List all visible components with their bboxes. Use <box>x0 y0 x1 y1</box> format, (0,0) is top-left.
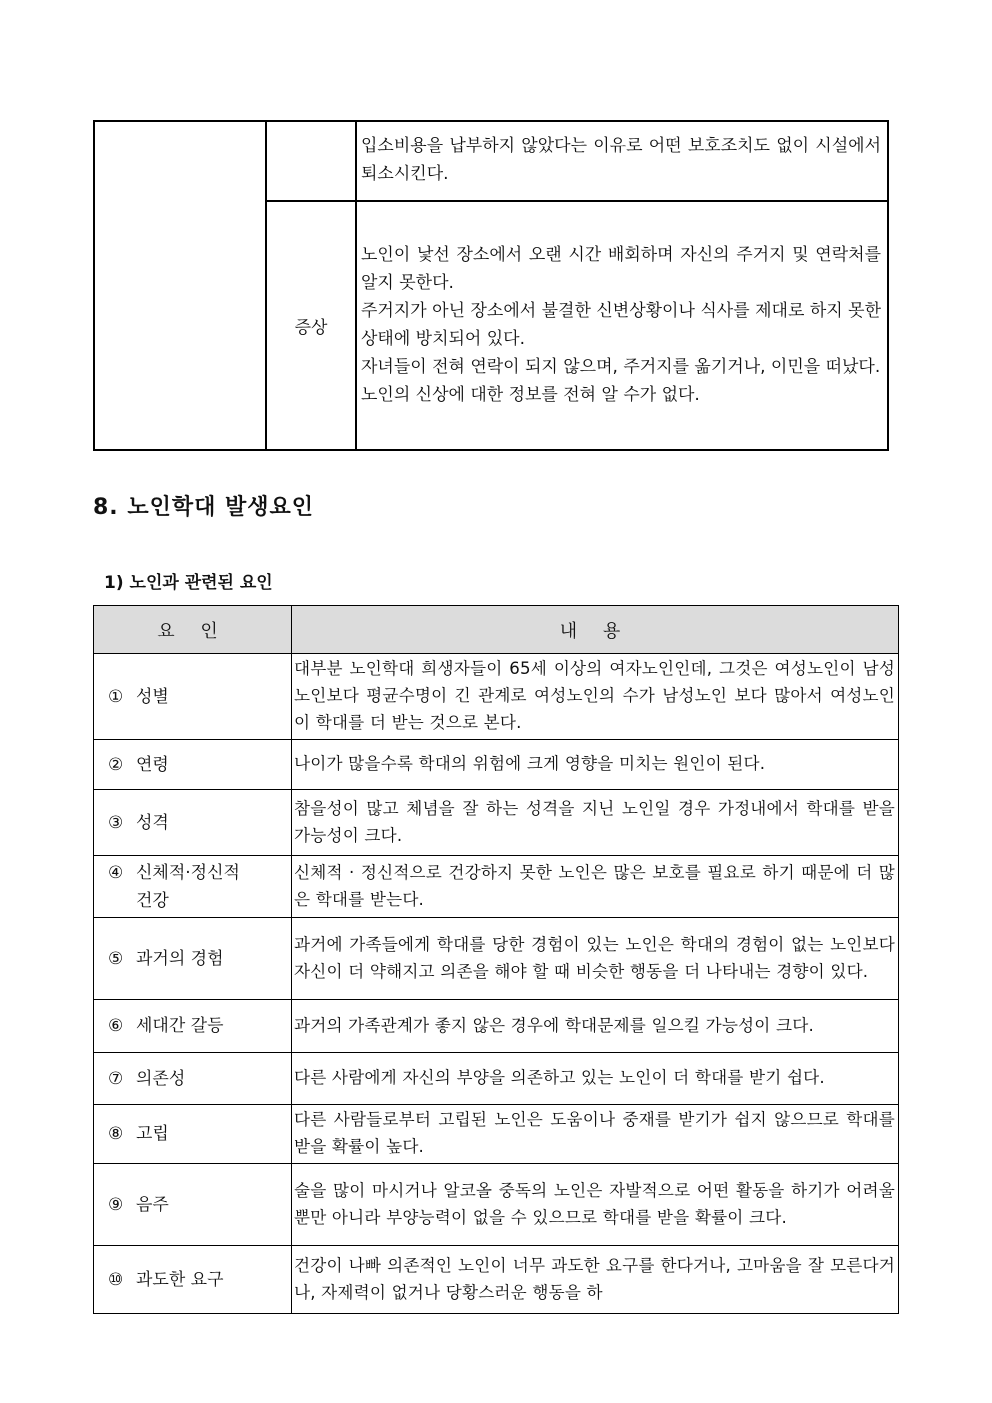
factor-name-cell <box>94 1164 292 1246</box>
table-row <box>94 121 888 201</box>
content-line: 자녀들이 전혀 연락이 되지 않으며, 주거지를 옮기거나, 이민을 떠났다. <box>361 356 881 377</box>
factor-description: 과거에 가족들에게 학대를 당한 경험이 있는 노인은 학대의 경험이 없는 노인보다 자신이 더 약해지고 의존을 해야 할 때 비슷한 행동을 더 나타내는 경향이 있다. <box>292 918 899 1000</box>
factor-description: 참을성이 많고 체념을 잘 하는 성격을 지닌 노인일 경우 가정내에서 학대를 받을 가능성이 크다. <box>292 790 899 856</box>
factor-name: 연령 <box>136 754 169 775</box>
factor-number: ⑦ <box>108 1068 124 1089</box>
header-factor: 요 인 <box>94 606 292 654</box>
factor-name: 세대간 갈등 <box>136 1016 224 1036</box>
factor-name: 성격 <box>136 812 169 833</box>
factor-number: ③ <box>108 812 124 833</box>
factor-description: 신체적 · 정신적으로 건강하지 못한 노인은 많은 보호를 필요로 하기 때문에 더 많은 학대를 받는다. <box>292 856 899 918</box>
factor-name-line2: 건강 <box>136 890 169 911</box>
table-row <box>94 1000 899 1053</box>
factor-number: ⑤ <box>108 948 124 969</box>
factor-name-cell <box>94 1246 292 1314</box>
content-cell <box>356 201 888 450</box>
factor-name: 성별 <box>136 686 169 707</box>
factor-name: 과도한 요구 <box>136 1269 224 1290</box>
factor-name-cell <box>94 1053 292 1105</box>
factor-name: 의존성 <box>136 1068 186 1089</box>
factor-name-cell <box>94 918 292 1000</box>
factor-number: ⑨ <box>108 1194 124 1215</box>
factor-description: 나이가 많을수록 학대의 위험에 크게 영향을 미치는 원인이 된다. <box>292 740 899 790</box>
table-row <box>94 856 899 918</box>
table-row <box>94 1164 899 1246</box>
factor-name-cell <box>94 790 292 856</box>
factor-description: 건강이 나빠 의존적인 노인이 너무 과도한 요구를 한다거나, 고마움을 잘 모른다거나, 자제력이 없거나 당황스러운 행동을 하 <box>292 1246 899 1314</box>
header-row <box>94 606 899 654</box>
factors-table <box>93 605 899 1314</box>
factor-name-cell <box>94 856 292 918</box>
factor-name-cell <box>94 1105 292 1164</box>
factor-number: ① <box>108 686 124 707</box>
table-row <box>94 918 899 1000</box>
factor-name-cell <box>94 740 292 790</box>
factor-name-cell <box>94 654 292 740</box>
factor-description: 다른 사람들로부터 고립된 노인은 도움이나 중재를 받기가 쉽지 않으므로 학대를 받을 확률이 높다. <box>292 1105 899 1164</box>
subcategory-cell <box>266 121 356 201</box>
factor-name: 과거의 경험 <box>136 948 224 969</box>
category-cell <box>94 121 266 450</box>
content-text: 입소비용을 납부하지 않았다는 이유로 어떤 보호조치도 없이 시설에서 퇴소시킨다. <box>361 136 881 184</box>
section-title: 8. 노인학대 발생요인 <box>93 495 314 520</box>
table-row <box>94 1246 899 1314</box>
factor-number: ② <box>108 754 124 775</box>
header-content: 내 용 <box>292 606 899 654</box>
content-cell <box>356 121 888 201</box>
section-subtitle: 1) 노인과 관련된 요인 <box>104 573 273 593</box>
factor-number: ⑩ <box>108 1269 124 1290</box>
table-row <box>94 740 899 790</box>
factor-description: 다른 사람에게 자신의 부양을 의존하고 있는 노인이 더 학대를 받기 쉽다. <box>292 1053 899 1105</box>
factor-description: 대부분 노인학대 희생자들이 65세 이상의 여자노인인데, 그것은 여성노인이 남성노인보다 평균수명이 긴 관계로 여성노인의 수가 남성노인 보다 많아서 여성노인이 학대를 더 받는 것으로 본다. <box>292 654 899 740</box>
content-line: 노인의 신상에 대한 정보를 전혀 알 수가 없다. <box>361 384 700 405</box>
table-row <box>94 1053 899 1105</box>
factor-number: ⑧ <box>108 1124 124 1144</box>
content-line: 주거지가 아닌 장소에서 불결한 신변상황이나 식사를 제대로 하지 못한 상태에 방치되어 있다. <box>361 300 881 349</box>
content-line: 노인이 낯선 장소에서 오랜 시간 배회하며 자신의 주거지 및 연락처를 알지 못한다. <box>361 244 881 293</box>
factor-name: 음주 <box>136 1194 169 1215</box>
factor-number: ④ <box>108 862 124 883</box>
table-row <box>94 790 899 856</box>
subcategory-cell: 증상 <box>266 201 356 450</box>
factor-number: ⑥ <box>108 1016 124 1036</box>
table-row <box>94 1105 899 1164</box>
table-row <box>94 654 899 740</box>
continuation-table <box>93 120 889 451</box>
factor-name: 신체적·정신적 <box>136 862 240 883</box>
factor-description: 술을 많이 마시거나 알코올 중독의 노인은 자발적으로 어떤 활동을 하기가 어려울 뿐만 아니라 부양능력이 없을 수 있으므로 학대를 받을 확률이 크다. <box>292 1164 899 1246</box>
factor-name-cell <box>94 1000 292 1053</box>
factor-description: 과거의 가족관계가 좋지 않은 경우에 학대문제를 일으킬 가능성이 크다. <box>292 1000 899 1053</box>
factor-name: 고립 <box>136 1124 169 1144</box>
